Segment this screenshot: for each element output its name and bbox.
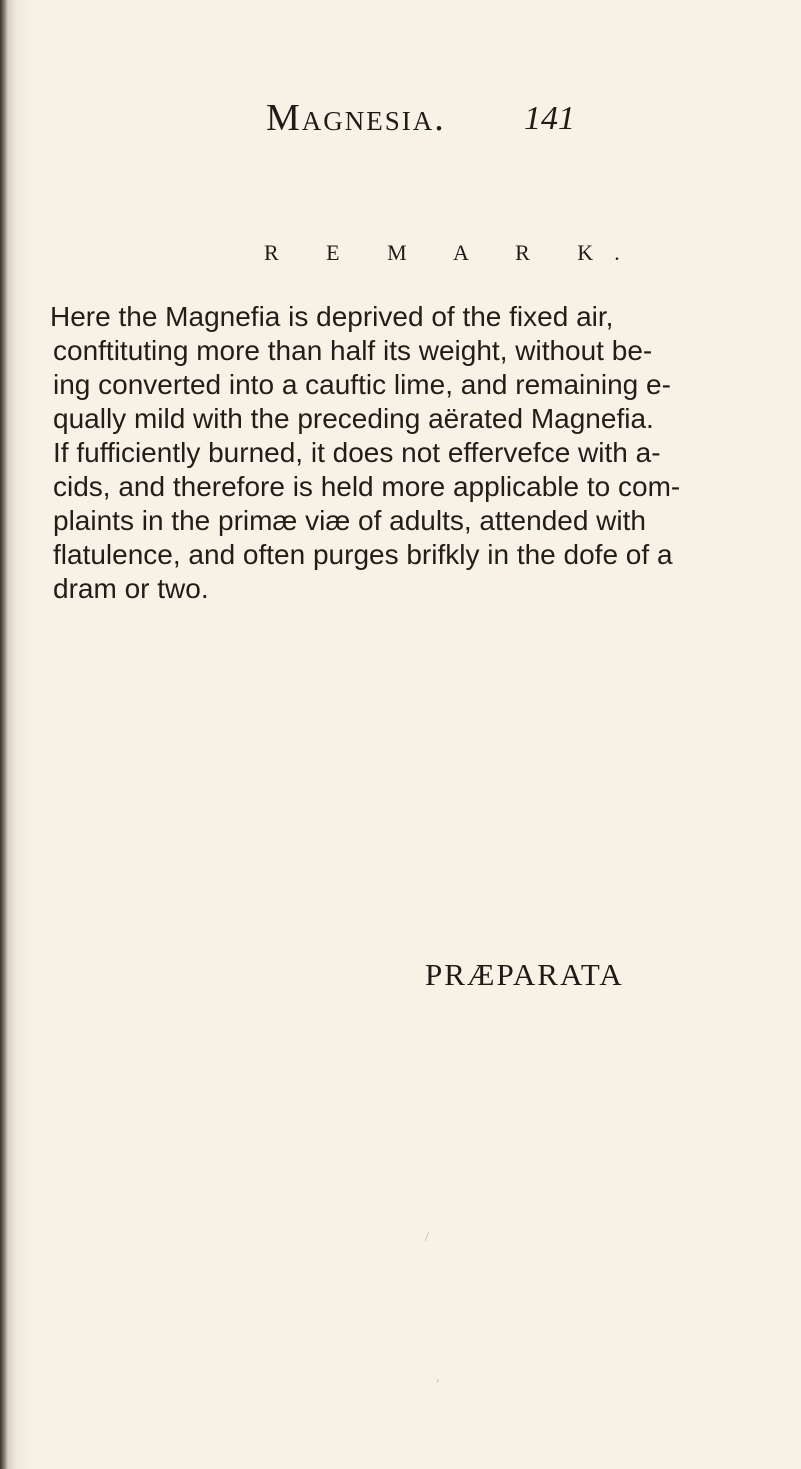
paragraph-line: ing converted into a cauftic lime, and remaining e- (53, 369, 671, 400)
paper-mark: , (436, 1370, 440, 1385)
paragraph-line: conftituting more than half its weight, without be- (53, 335, 653, 366)
paragraph-line: flatulence, and often purges brifkly in the dofe of a (53, 539, 673, 570)
paragraph-line: plaints in the primæ viæ of adults, attended with (53, 505, 646, 536)
page-number: 141 (524, 100, 575, 137)
running-head (266, 96, 746, 156)
paragraph-line: dram or two. (53, 573, 209, 604)
paper-mark: / (425, 1230, 429, 1245)
remark-paragraph (10, 277, 770, 697)
page-title: Magnesia. (266, 97, 446, 139)
paragraph-line: If fufficiently burned, it does not effervefce with a- (53, 437, 661, 468)
paragraph-line: cids, and therefore is held more applicable to com- (53, 471, 681, 502)
remark-heading: R E M A R K. (264, 240, 641, 265)
section-heading: PRÆPARATA (425, 957, 624, 992)
paragraph-line: qually mild with the preceding aërated Magnefia. (53, 403, 654, 434)
paragraph-line: Here the Magnefia is deprived of the fixed air, (50, 301, 614, 332)
